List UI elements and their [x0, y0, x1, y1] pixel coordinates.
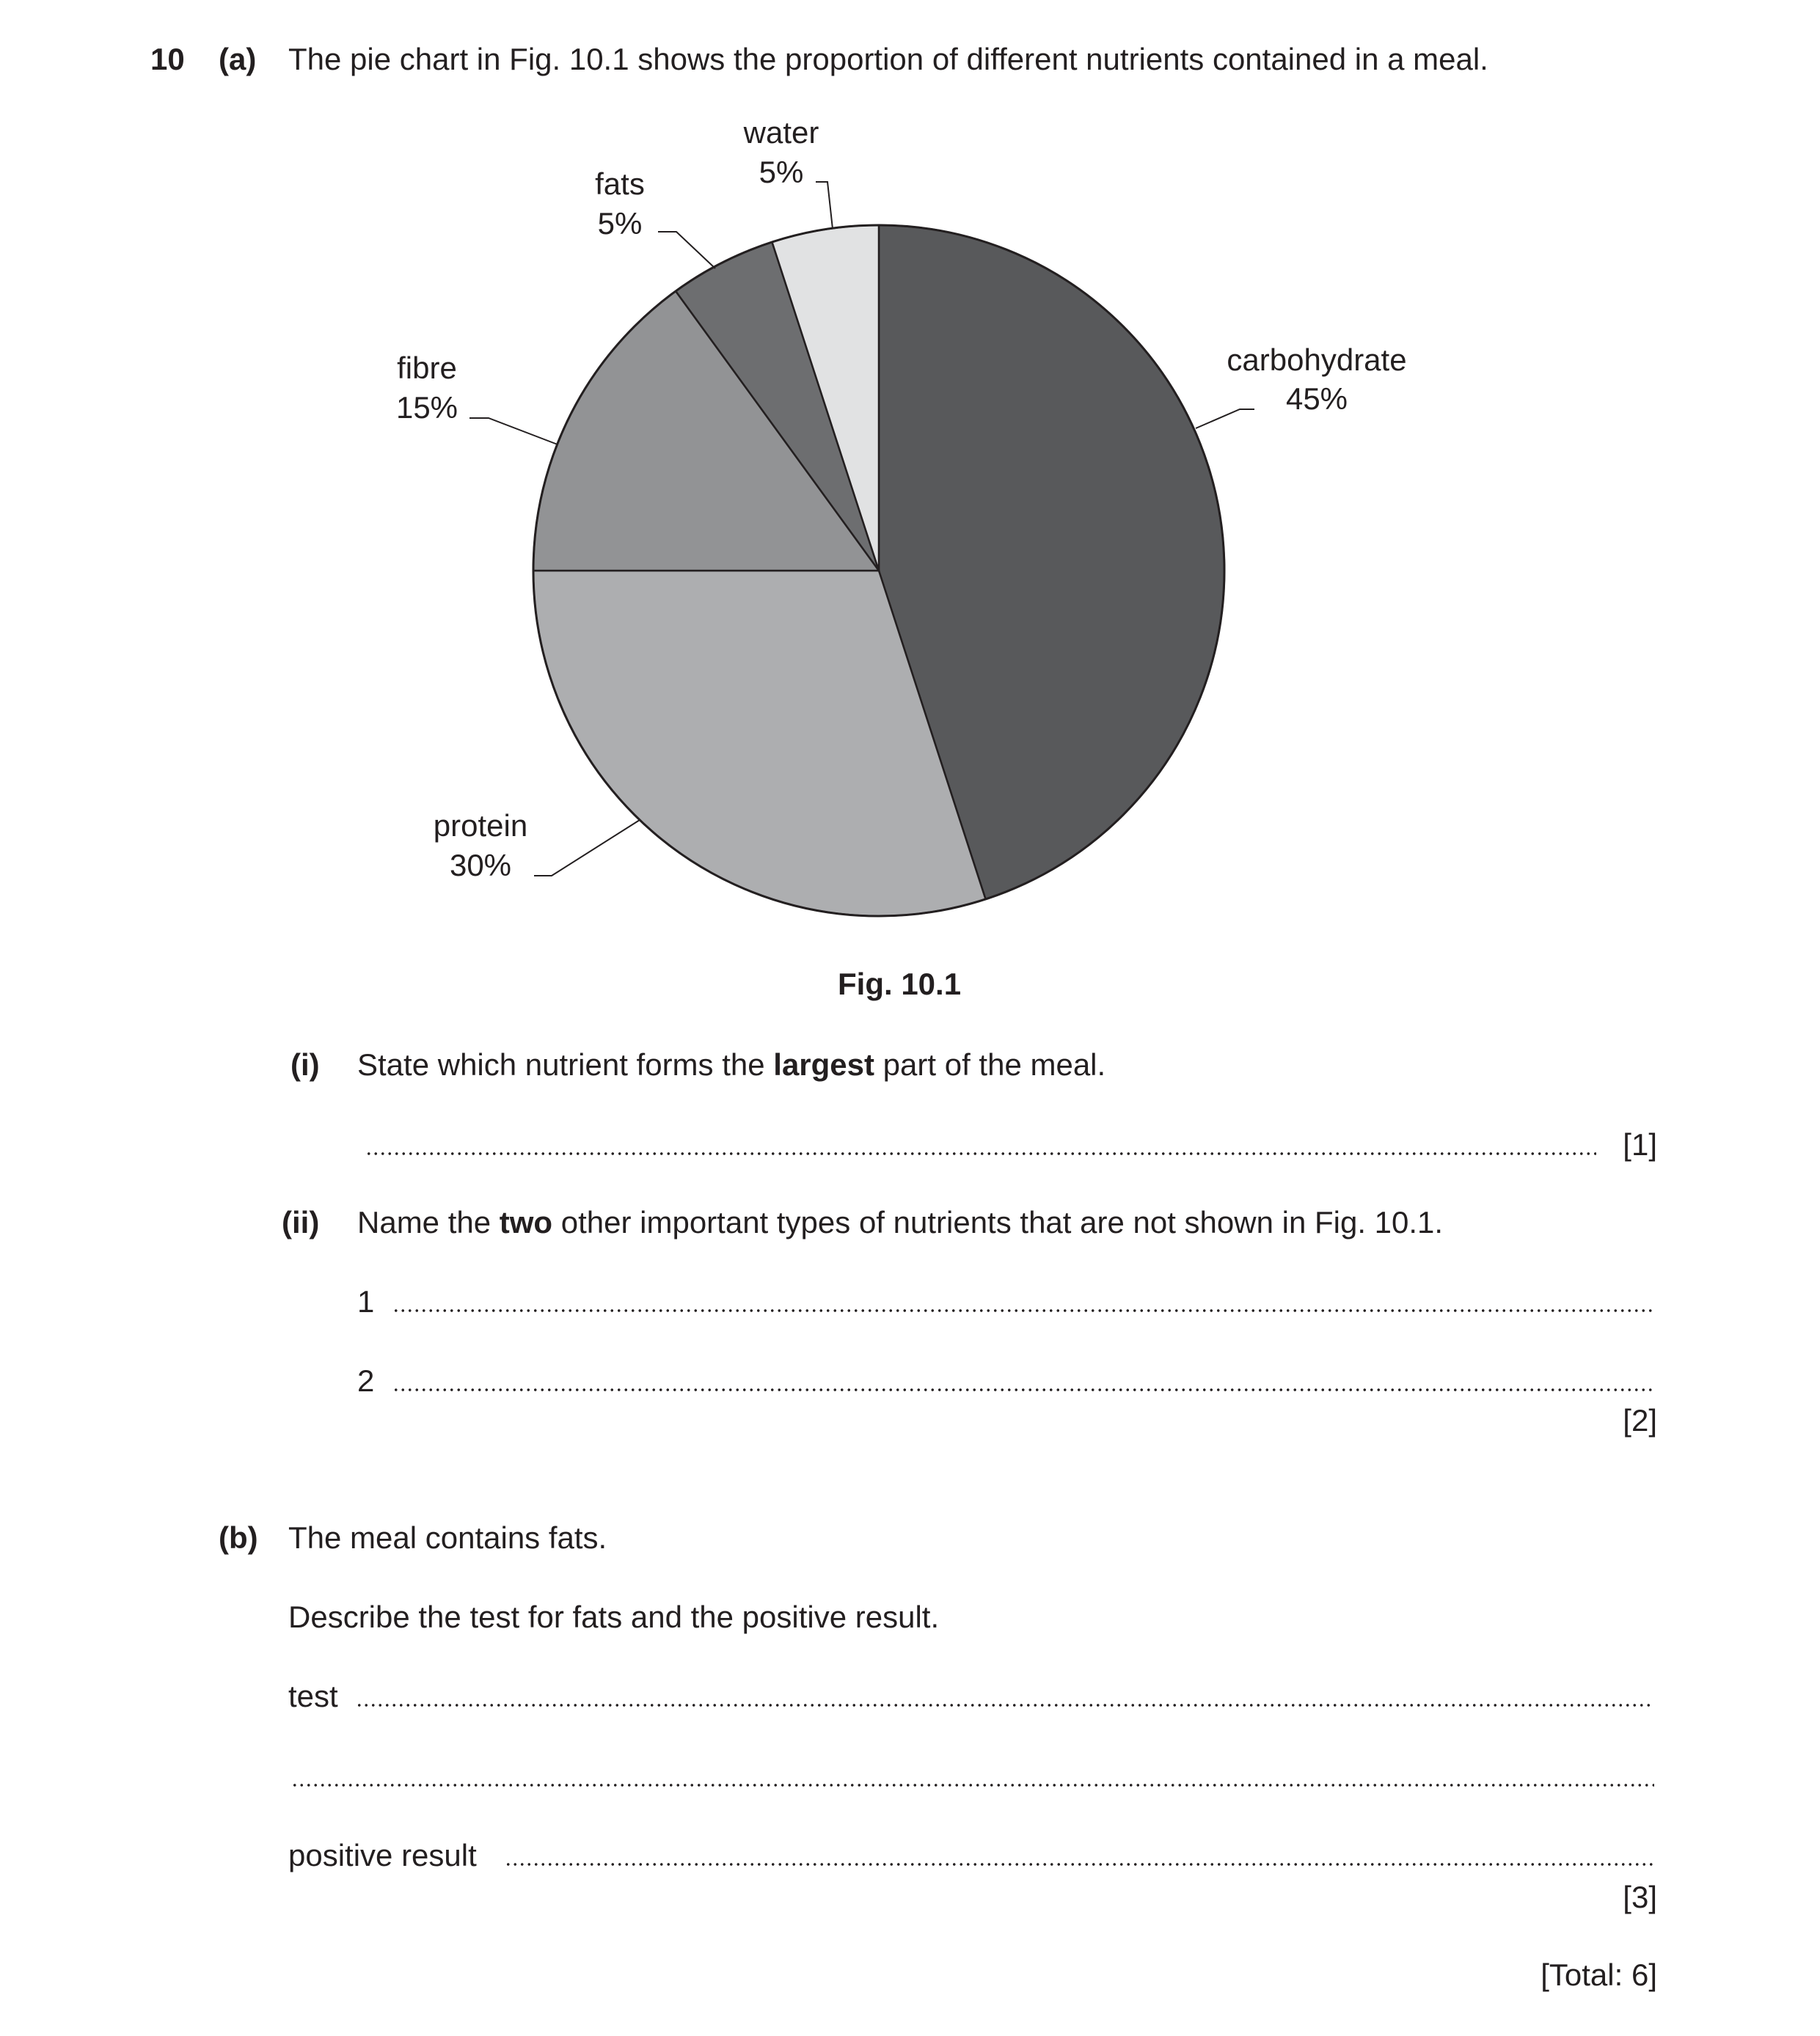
marks-i: [1] [1623, 1127, 1657, 1162]
slice-percent-fibre: 15% [395, 390, 458, 425]
slice-name-water: water [743, 115, 819, 150]
sub-ii-text-after: other important types of nutrients that are not shown in Fig. 10.1. [552, 1205, 1444, 1239]
slice-percent-water: 5% [759, 155, 804, 189]
slice-percent-carbohydrate: 45% [1285, 381, 1348, 416]
total-marks: [Total: 6] [1541, 1958, 1657, 1992]
answer-number-2: 2 [357, 1363, 375, 1398]
result-label: positive result [288, 1838, 477, 1872]
answer-line-test-2[interactable] [291, 1783, 1654, 1787]
leader-line-fats [658, 232, 715, 268]
slice-name-fibre: fibre [397, 351, 457, 385]
sub-i-text-bold: largest [773, 1047, 875, 1082]
part-b-label: (b) [219, 1520, 258, 1555]
answer-line-result[interactable] [505, 1862, 1654, 1867]
question-number: 10 [150, 42, 185, 76]
sub-ii-label: (ii) [282, 1205, 320, 1239]
slice-percent-protein: 30% [449, 848, 512, 882]
slice-percent-fats: 5% [597, 206, 643, 241]
sub-i-text-before: State which nutrient forms the [357, 1047, 774, 1082]
part-b-instruction: Describe the test for fats and the positive result. [288, 1600, 940, 1634]
slice-name-carbohydrate: carbohydrate [1227, 343, 1407, 377]
sub-ii-text-bold: two [499, 1205, 553, 1239]
answer-line-ii-2[interactable] [392, 1388, 1654, 1392]
slice-name-protein: protein [433, 808, 528, 843]
leader-line-water [816, 182, 833, 229]
part-a-label: (a) [219, 42, 257, 76]
answer-line-ii-1[interactable] [392, 1308, 1654, 1313]
marks-b: [3] [1623, 1880, 1657, 1914]
part-a-stem: The pie chart in Fig. 10.1 shows the proportion of different nutrients contained in a meal. [288, 42, 1488, 76]
figure-caption: Fig. 10.1 [838, 967, 962, 1001]
marks-ii: [2] [1623, 1403, 1657, 1438]
leader-line-carbohydrate [1196, 409, 1254, 428]
sub-i-question [357, 1047, 1105, 1083]
sub-ii-text-before: Name the [357, 1205, 500, 1239]
nutrient-pie-chart [0, 0, 1820, 953]
part-b-stem: The meal contains fats. [288, 1520, 607, 1555]
sub-i-label: (i) [290, 1047, 320, 1082]
sub-i-text-after: part of the meal. [874, 1047, 1106, 1082]
slice-name-fats: fats [595, 166, 645, 201]
leader-line-fibre [469, 418, 558, 444]
answer-line-i[interactable] [365, 1151, 1596, 1156]
answer-line-test-1[interactable] [356, 1703, 1654, 1707]
answer-number-1: 1 [357, 1284, 375, 1319]
test-label: test [288, 1679, 338, 1713]
leader-line-protein [534, 820, 640, 876]
sub-ii-question [357, 1204, 1443, 1241]
